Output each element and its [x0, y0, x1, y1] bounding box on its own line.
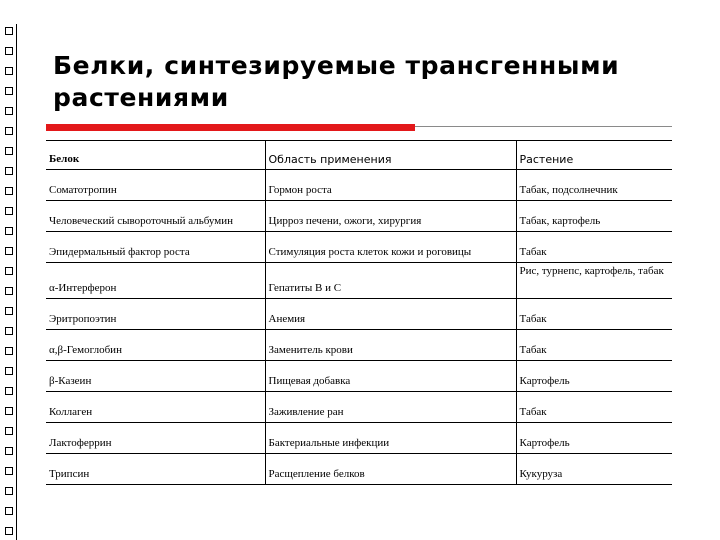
bullet-square [5, 427, 13, 435]
bullet-square [5, 147, 13, 155]
bullet-square [5, 307, 13, 315]
bullet-square [5, 487, 13, 495]
cell-plant: Картофель [516, 361, 672, 392]
bullet-square [5, 187, 13, 195]
bullet-square [5, 227, 13, 235]
bullet-square [5, 107, 13, 115]
table-row [46, 423, 672, 454]
bullet-square [5, 207, 13, 215]
cell-application: Бактериальные инфекции [265, 423, 516, 454]
slide-title: Белки, синтезируемые трансгенными растениями [53, 51, 620, 112]
title-accent-bar [46, 124, 415, 131]
cell-protein: Эпидермальный фактор роста [46, 232, 265, 263]
table-row [46, 454, 672, 485]
bullet-square [5, 87, 13, 95]
cell-application: Гормон роста [265, 170, 516, 201]
proteins-table [46, 140, 672, 485]
cell-application: Заживление ран [265, 392, 516, 423]
cell-plant: Табак [516, 330, 672, 361]
header-protein: Белок [46, 141, 265, 170]
table-row [46, 392, 672, 423]
cell-protein: α,β-Гемоглобин [46, 330, 265, 361]
table-row [46, 299, 672, 330]
cell-plant: Кукуруза [516, 454, 672, 485]
cell-application: Расщепление белков [265, 454, 516, 485]
table-row [46, 263, 672, 299]
cell-plant: Картофель [516, 423, 672, 454]
bullet-square [5, 267, 13, 275]
bullet-square [5, 527, 13, 535]
header-application: Область применения [265, 141, 516, 170]
bullet-square [5, 507, 13, 515]
table-row [46, 201, 672, 232]
cell-protein: Трипсин [46, 454, 265, 485]
left-margin-rule [16, 24, 17, 540]
cell-plant: Рис, турнепс, картофель, табак [516, 263, 672, 299]
cell-protein: Лактоферрин [46, 423, 265, 454]
table-row [46, 170, 672, 201]
cell-plant: Табак [516, 392, 672, 423]
cell-protein: β-Казеин [46, 361, 265, 392]
cell-application: Гепатиты В и С [265, 263, 516, 299]
bullet-square [5, 367, 13, 375]
cell-application: Заменитель крови [265, 330, 516, 361]
bullet-square [5, 467, 13, 475]
cell-plant: Табак [516, 232, 672, 263]
cell-application: Пищевая добавка [265, 361, 516, 392]
table-row [46, 361, 672, 392]
cell-protein: Коллаген [46, 392, 265, 423]
cell-plant: Табак, картофель [516, 201, 672, 232]
table-row [46, 330, 672, 361]
bullet-square [5, 407, 13, 415]
bullet-square [5, 327, 13, 335]
table-row [46, 232, 672, 263]
cell-protein: Соматотропин [46, 170, 265, 201]
bullet-square [5, 127, 13, 135]
bullet-square [5, 47, 13, 55]
bullet-square [5, 347, 13, 355]
margin-bullets [5, 27, 13, 535]
cell-plant: Табак [516, 299, 672, 330]
bullet-square [5, 67, 13, 75]
cell-application: Стимуляция роста клеток кожи и роговицы [265, 232, 516, 263]
cell-application: Анемия [265, 299, 516, 330]
bullet-square [5, 247, 13, 255]
bullet-square [5, 27, 13, 35]
cell-application: Цирроз печени, ожоги, хирургия [265, 201, 516, 232]
cell-protein: Человеческий сывороточный альбумин [46, 201, 265, 232]
cell-protein: Эритропоэтин [46, 299, 265, 330]
header-plant: Растение [516, 141, 672, 170]
bullet-square [5, 167, 13, 175]
bullet-square [5, 287, 13, 295]
cell-plant: Табак, подсолнечник [516, 170, 672, 201]
bullet-square [5, 447, 13, 455]
bullet-square [5, 387, 13, 395]
table-header-row [46, 141, 672, 170]
cell-protein: α-Интерферон [46, 263, 265, 299]
